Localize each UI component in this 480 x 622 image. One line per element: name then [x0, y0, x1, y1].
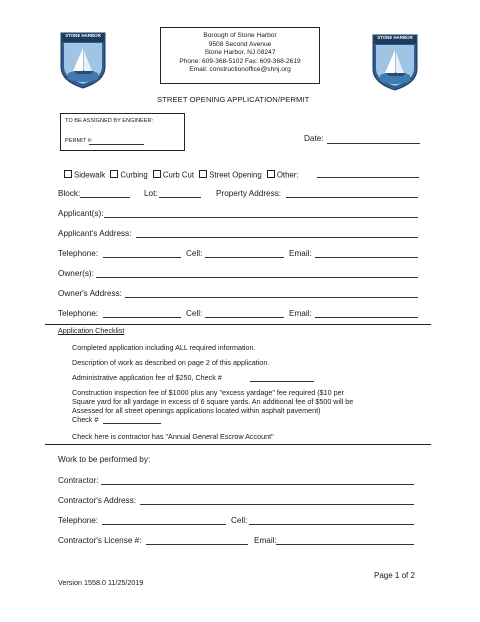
stone-harbor-seal-left	[58, 31, 108, 89]
org-street: 9508 Second Avenue	[208, 40, 272, 48]
owner-address-field[interactable]	[125, 297, 418, 298]
applicant-address-field[interactable]	[136, 237, 418, 238]
date-field[interactable]	[327, 143, 420, 144]
block-label: Block:	[58, 189, 81, 198]
applicant-address-label: Applicant's Address:	[58, 229, 132, 238]
work-performed-by-heading: Work to be performed by:	[58, 455, 151, 464]
contractor-license-field[interactable]	[146, 544, 248, 545]
owner-telephone-field[interactable]	[103, 317, 181, 318]
owner-cell-label: Cell:	[186, 309, 203, 318]
owner-cell-field[interactable]	[205, 317, 284, 318]
seal-left-text: STONE HARBOR	[65, 33, 101, 38]
owner-email-field[interactable]	[315, 317, 418, 318]
section-divider-1	[45, 324, 431, 325]
permit-number-label: PERMIT #:	[65, 138, 93, 144]
checklist-item-inspection-fee-line2: Square yard for all yardage in excess of 6 square yards. An additional fee of $500 will be	[72, 397, 354, 406]
org-phone-fax: Phone: 609-368-5102 Fax: 609-368-2619	[179, 57, 301, 65]
stone-harbor-seal-right	[370, 33, 420, 91]
checklist-item-admin-fee: Administrative application fee of $250, Check #	[72, 373, 222, 382]
seal-right-text: STONE HARBOR	[377, 35, 413, 40]
engineer-box-heading: TO BE ASSIGNED BY ENGINEER:	[65, 118, 154, 124]
section-divider-2	[45, 444, 431, 445]
org-email: Email: constructionoffice@shnj.org	[189, 66, 291, 74]
contractor-address-field[interactable]	[140, 504, 414, 505]
applicants-field[interactable]	[104, 217, 418, 218]
street-opening-label: Street Opening	[209, 170, 262, 180]
contractor-field[interactable]	[101, 484, 414, 485]
curbing-checkbox[interactable]	[110, 170, 118, 178]
contractor-email-field[interactable]	[276, 544, 414, 545]
street-opening-checkbox[interactable]	[199, 170, 207, 178]
contractor-email-label: Email:	[254, 536, 277, 545]
contractor-license-label: Contractor's License #:	[58, 536, 142, 545]
contractor-telephone-label: Telephone:	[58, 516, 99, 525]
owners-label: Owner(s):	[58, 269, 94, 278]
contractor-telephone-field[interactable]	[102, 524, 226, 525]
applicant-email-field[interactable]	[315, 257, 418, 258]
curb-cut-checkbox[interactable]	[153, 170, 161, 178]
admin-fee-check-field[interactable]	[250, 381, 314, 382]
page-number: Page 1 of 2	[374, 571, 415, 580]
permit-number-field[interactable]	[89, 144, 144, 145]
work-type-row	[64, 170, 302, 180]
org-city: Stone Harbor, NJ 08247	[204, 49, 276, 57]
applicant-telephone-field[interactable]	[103, 257, 181, 258]
other-checkbox[interactable]	[267, 170, 275, 178]
engineer-box	[60, 113, 185, 151]
property-address-label: Property Address:	[216, 189, 282, 198]
contractor-cell-field[interactable]	[249, 524, 414, 525]
other-label: Other:	[276, 170, 299, 180]
applicant-email-label: Email:	[289, 249, 312, 258]
checklist-item-description: Description of work as described on page 2 of this application.	[72, 358, 270, 367]
inspection-fee-check-label: Check #	[72, 415, 99, 424]
checklist-heading: Application Checklist	[58, 326, 125, 335]
checklist-item-escrow-account: Check here is contractor has "Annual General Escrow Account"	[72, 432, 274, 441]
checklist-item-inspection-fee-line1: Construction inspection fee of $1000 plus any "excess yardage" fee required ($10 per	[72, 388, 345, 397]
borough-contact-box	[160, 27, 320, 84]
checklist-item-inspection-fee-line3: Assessed for all street openings applications located within asphalt pavement)	[72, 406, 321, 415]
sidewalk-label: Sidewalk	[74, 170, 106, 180]
lot-label: Lot:	[144, 189, 158, 198]
curb-cut-label: Curb Cut	[162, 170, 195, 180]
property-address-field[interactable]	[286, 197, 418, 198]
contractor-address-label: Contractor's Address:	[58, 496, 137, 505]
date-label: Date:	[304, 134, 324, 143]
applicant-cell-label: Cell:	[186, 249, 203, 258]
applicant-cell-field[interactable]	[205, 257, 284, 258]
sidebalk-checkbox[interactable]	[64, 170, 72, 178]
org-name: Borough of Stone Harbor	[203, 32, 277, 39]
applicant-telephone-label: Telephone:	[58, 249, 99, 258]
curbing-label: Curbing	[120, 170, 148, 180]
version-footer: Version 1558.0 11/25/2019	[58, 578, 144, 587]
owners-field[interactable]	[96, 277, 418, 278]
owner-telephone-label: Telephone:	[58, 309, 99, 318]
owner-email-label: Email:	[289, 309, 312, 318]
owner-address-label: Owner's Address:	[58, 289, 122, 298]
form-title: STREET OPENING APPLICATION/PERMIT	[157, 95, 310, 104]
inspection-fee-check-field[interactable]	[103, 423, 161, 424]
other-field[interactable]	[317, 177, 419, 178]
lot-field[interactable]	[159, 197, 201, 198]
applicants-label: Applicant(s):	[58, 209, 104, 218]
block-field[interactable]	[80, 197, 130, 198]
checklist-item-complete-application: Completed application including ALL required information.	[72, 343, 256, 352]
contractor-label: Contractor:	[58, 476, 99, 485]
contractor-cell-label: Cell:	[231, 516, 248, 525]
